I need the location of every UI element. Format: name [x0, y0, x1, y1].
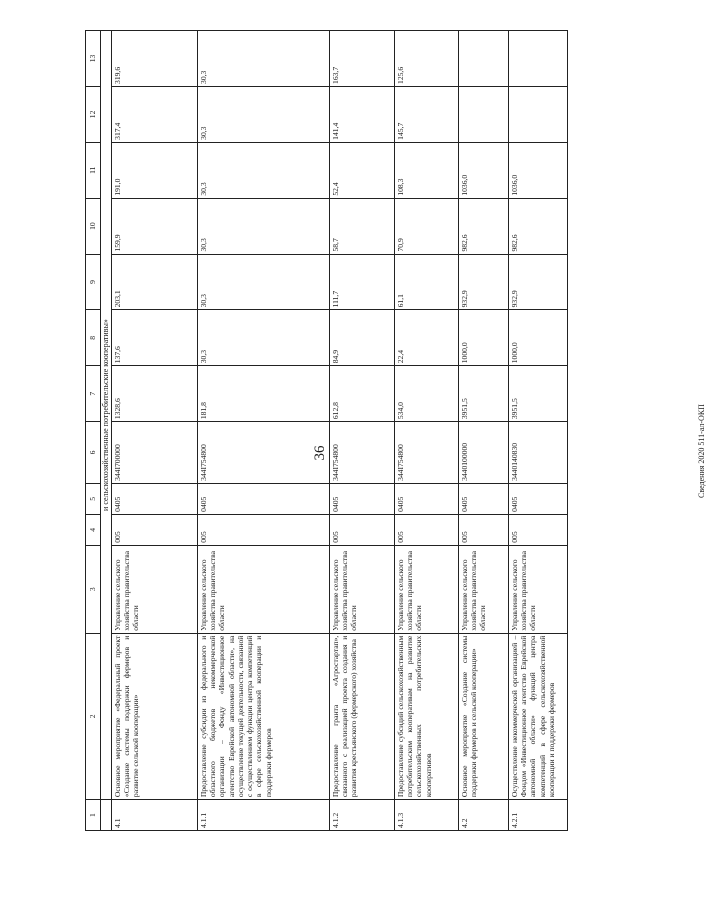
- table-row: [458, 31, 508, 831]
- row-executor: Управление сельского хозяйства правительства области: [508, 545, 567, 633]
- row-csr: 344I754800: [197, 422, 329, 484]
- row-name: Основное мероприятие «Создание системы поддержки фермеров и сельской кооперации»: [458, 633, 508, 799]
- row-total: 181,8: [197, 366, 329, 422]
- row-2020: 111,7: [329, 254, 394, 310]
- row-rzpr: 0405: [111, 483, 197, 514]
- header-cell: 2: [86, 633, 101, 799]
- row-total: 1328,6: [111, 366, 197, 422]
- table-row: [394, 31, 458, 831]
- row-2020: 61,1: [394, 254, 458, 310]
- header-cell: 1: [86, 800, 101, 831]
- row-id: 4.1.1: [197, 800, 329, 831]
- row-2020: 932,9: [508, 254, 567, 310]
- row-2021: 982,6: [458, 198, 508, 254]
- row-2021: 58,7: [329, 198, 394, 254]
- row-id: 4.2: [458, 800, 508, 831]
- row-csr: 344I754800: [329, 422, 394, 484]
- row-2023: 145,7: [394, 86, 458, 142]
- row-csr: 3440140830: [508, 422, 567, 484]
- row-2022: 30,3: [197, 142, 329, 198]
- row-2021: 30,3: [197, 198, 329, 254]
- row-2023: [508, 86, 567, 142]
- row-2023: 30,3: [197, 86, 329, 142]
- row-2021: 159,9: [111, 198, 197, 254]
- row-total: 612,8: [329, 366, 394, 422]
- rotated-table-area: [85, 30, 566, 831]
- row-id: 4.1: [111, 800, 197, 831]
- row-2024: 319,6: [111, 31, 197, 87]
- row-2019: 22,4: [394, 310, 458, 366]
- row-grbs: 005: [329, 514, 394, 545]
- page-number: 36: [312, 445, 328, 461]
- row-2022: 1036,0: [458, 142, 508, 198]
- row-2024: [458, 31, 508, 87]
- rotated-table-content: [85, 30, 566, 831]
- row-grbs: 005: [508, 514, 567, 545]
- row-2020: 932,9: [458, 254, 508, 310]
- row-2024: 163,7: [329, 31, 394, 87]
- row-2022: 108,3: [394, 142, 458, 198]
- row-grbs: 005: [111, 514, 197, 545]
- row-2023: 317,4: [111, 86, 197, 142]
- row-rzpr: 0405: [197, 483, 329, 514]
- section-indent-cell: [101, 800, 112, 831]
- row-2019: 84,9: [329, 310, 394, 366]
- header-cell: 8: [86, 310, 101, 366]
- row-2024: [508, 31, 567, 87]
- table-row: [508, 31, 567, 831]
- row-executor: Управление сельского хозяйства правительства области: [111, 545, 197, 633]
- row-2022: 52,4: [329, 142, 394, 198]
- row-2019: 1000,0: [508, 310, 567, 366]
- row-name: Предоставление гранта «Агростартап», связанного с реализацией проекта создания и развития крестьянского (фермерского) хозяйства: [329, 633, 394, 799]
- row-grbs: 005: [394, 514, 458, 545]
- row-csr: 344I700000: [111, 422, 197, 484]
- row-grbs: 005: [197, 514, 329, 545]
- program-measures-table: [85, 30, 568, 831]
- row-2021: 70,9: [394, 198, 458, 254]
- row-2019: 30,3: [197, 310, 329, 366]
- row-id: 4.2.1: [508, 800, 567, 831]
- row-2023: 141,4: [329, 86, 394, 142]
- header-cell: 6: [86, 422, 101, 484]
- header-cell: 13: [86, 31, 101, 87]
- row-executor: Управление сельского хозяйства правительства области: [329, 545, 394, 633]
- row-2019: 1000,0: [458, 310, 508, 366]
- row-rzpr: 0405: [508, 483, 567, 514]
- row-total: 3951,5: [458, 366, 508, 422]
- row-name: Основное мероприятие «Федеральный проект «Создание системы поддержки фермеров и развитие сельской кооперации»: [111, 633, 197, 799]
- row-grbs: 005: [458, 514, 508, 545]
- header-row: [86, 31, 101, 831]
- table-row: [111, 31, 197, 831]
- row-id: 4.1.3: [394, 800, 458, 831]
- header-cell: 5: [86, 483, 101, 514]
- row-2024: 30,3: [197, 31, 329, 87]
- header-cell: 3: [86, 545, 101, 633]
- row-rzpr: 0405: [329, 483, 394, 514]
- row-name: Предоставление субсидий сельскохозяйственным потребительским кооперативам на развитие сельскохозяйственных потребительских кооперативов: [394, 633, 458, 799]
- row-executor: Управление сельского хозяйства правительства области: [394, 545, 458, 633]
- header-cell: 7: [86, 366, 101, 422]
- header-cell: 4: [86, 514, 101, 545]
- row-total: 534,0: [394, 366, 458, 422]
- row-csr: 344I754800: [394, 422, 458, 484]
- row-2021: 982,6: [508, 198, 567, 254]
- row-2022: 1036,0: [508, 142, 567, 198]
- row-executor: Управление сельского хозяйства правительства области: [197, 545, 329, 633]
- row-id: 4.1.2: [329, 800, 394, 831]
- table-row: [197, 31, 329, 831]
- side-stamp: Сведения 2020 511-ал-ОКП: [697, 404, 706, 498]
- row-2019: 137,6: [111, 310, 197, 366]
- header-cell: 10: [86, 198, 101, 254]
- row-total: 3951,5: [508, 366, 567, 422]
- section-row: [101, 31, 112, 831]
- row-name: Осуществление некоммерческой организацией – Фондом «Инвестиционное агентство Еврейской автономной области» функций центра компетенций в сфере сельскохозяйственной кооперации и поддержки фермеров: [508, 633, 567, 799]
- row-2024: 125,6: [394, 31, 458, 87]
- row-rzpr: 0405: [458, 483, 508, 514]
- header-cell: 12: [86, 86, 101, 142]
- row-rzpr: 0405: [394, 483, 458, 514]
- row-2023: [458, 86, 508, 142]
- row-name: Предоставление субсидии из федерального и областного бюджетов некоммерческой организации – Фонду «Инвестиционное агентство Еврейской автономной области», на осуществление текущей деятельности, связанной с осуществлением функции центра компетенций в сфере сельскохозяйственной кооперации и поддержки фермеров: [197, 633, 329, 799]
- header-cell: 11: [86, 142, 101, 198]
- row-csr: 3440100000: [458, 422, 508, 484]
- section-title: и сельскохозяйственные потребительские кооперативы»: [101, 31, 112, 800]
- header-cell: 9: [86, 254, 101, 310]
- row-executor: Управление сельского хозяйства правительства области: [458, 545, 508, 633]
- row-2020: 203,1: [111, 254, 197, 310]
- row-2020: 30,3: [197, 254, 329, 310]
- row-2022: 191,0: [111, 142, 197, 198]
- table-row: [329, 31, 394, 831]
